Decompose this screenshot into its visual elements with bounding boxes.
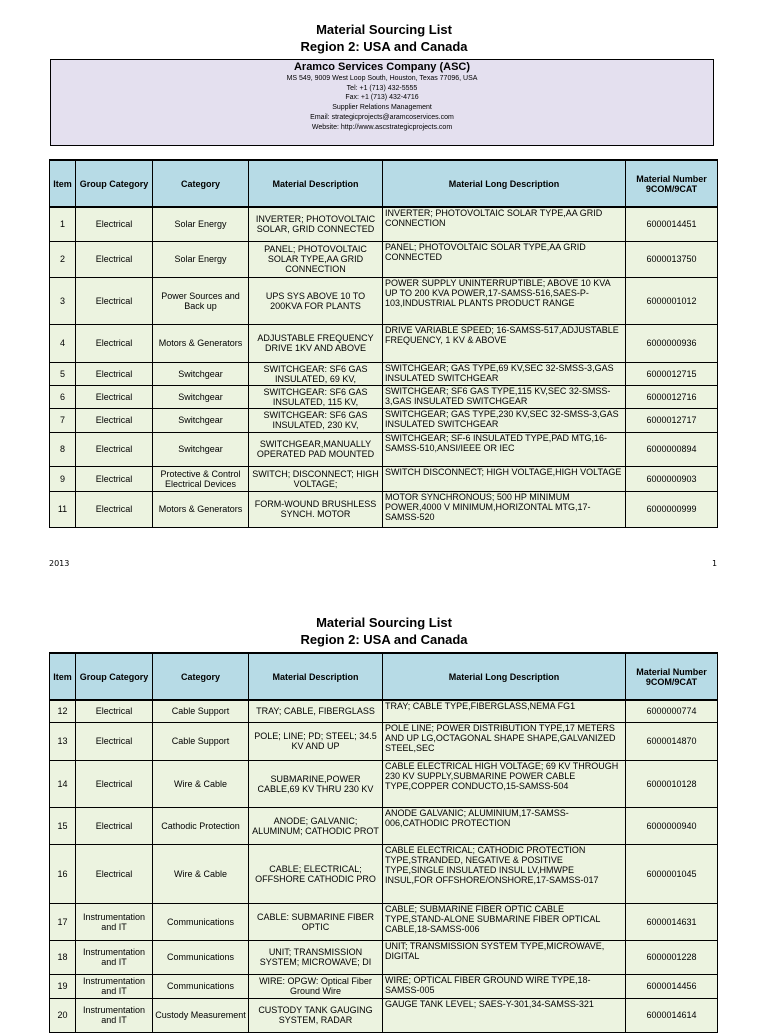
col-header-description: Material Description <box>249 653 383 700</box>
long-description-cell: SWITCH DISCONNECT; HIGH VOLTAGE,HIGH VOLTAGE <box>383 466 626 491</box>
group-category-cell: Electrical <box>76 466 153 491</box>
table-row <box>50 207 718 241</box>
table-row <box>50 491 718 527</box>
item-cell: 7 <box>50 408 76 432</box>
category-cell: Cable Support <box>153 700 249 722</box>
col-header-description: Material Description <box>249 160 383 207</box>
table-row <box>50 241 718 277</box>
category-cell: Switchgear <box>153 362 249 385</box>
material-description-cell: ANODE; GALVANIC; ALUMINUM; CATHODIC PROT <box>249 807 383 844</box>
group-category-cell: Electrical <box>76 207 153 241</box>
material-number-cell: 6000000774 <box>626 700 718 722</box>
item-cell: 9 <box>50 466 76 491</box>
col-header-category: Category <box>153 160 249 207</box>
material-number-cell: 6000012715 <box>626 362 718 385</box>
item-cell: 14 <box>50 760 76 807</box>
col-header-item: Item <box>50 653 76 700</box>
item-cell: 6 <box>50 385 76 408</box>
material-description-cell: UNIT; TRANSMISSION SYSTEM; MICROWAVE; DI <box>249 940 383 974</box>
long-description-cell: SWITCHGEAR; SF-6 INSULATED TYPE,PAD MTG,16-SAMSS-510,ANSI/IEEE OR IEC <box>383 432 626 466</box>
long-description-cell: SWITCHGEAR; GAS TYPE,69 KV,SEC 32-SMSS-3,GAS INSULATED SWITCHGEAR <box>383 362 626 385</box>
long-description-cell: PANEL; PHOTOVOLTAIC SOLAR TYPE,AA GRID CONNECTED <box>383 241 626 277</box>
item-cell: 20 <box>50 998 76 1032</box>
material-number-cell: 6000014614 <box>626 998 718 1032</box>
table-row <box>50 760 718 807</box>
company-dept: Supplier Relations Management <box>332 104 432 112</box>
group-category-cell: Instrumentation and IT <box>76 998 153 1032</box>
material-number-cell: 6000014870 <box>626 722 718 760</box>
item-cell: 18 <box>50 940 76 974</box>
category-cell: Power Sources and Back up <box>153 277 249 324</box>
material-description-cell: UPS SYS ABOVE 10 TO 200KVA FOR PLANTS <box>249 277 383 324</box>
material-description-cell: SUBMARINE,POWER CABLE,69 KV THRU 230 KV <box>249 760 383 807</box>
table-row <box>50 940 718 974</box>
material-description-cell: SWITCH; DISCONNECT; HIGH VOLTAGE; <box>249 466 383 491</box>
category-cell: Protective & Control Electrical Devices <box>153 466 249 491</box>
table-row <box>50 974 718 998</box>
material-number-cell: 6000001045 <box>626 844 718 903</box>
material-description-cell: FORM-WOUND BRUSHLESS SYNCH. MOTOR <box>249 491 383 527</box>
category-cell: Solar Energy <box>153 207 249 241</box>
item-cell: 19 <box>50 974 76 998</box>
long-description-cell: WIRE; OPTICAL FIBER GROUND WIRE TYPE,18-SAMSS-005 <box>383 974 626 998</box>
table-row <box>50 277 718 324</box>
footer-page-number: 1 <box>712 559 718 568</box>
group-category-cell: Electrical <box>76 241 153 277</box>
item-cell: 5 <box>50 362 76 385</box>
material-description-cell: SWITCHGEAR: SF6 GAS INSULATED, 230 KV, <box>249 408 383 432</box>
table-row <box>50 385 718 408</box>
page-subtitle-2: Region 2: USA and Canada <box>300 632 468 647</box>
long-description-cell: CABLE ELECTRICAL; CATHODIC PROTECTION TYPE,STRANDED, NEGATIVE & POSITIVE TYPE,SINGLE INSULATED INSUL LV,HMWPE INSUL,FOR OFFSHORE/ONSHORE,17-SAMSS-017 <box>383 844 626 903</box>
category-cell: Custody Measurement <box>153 998 249 1032</box>
company-address: MS 549, 9009 West Loop South, Houston, Texas 77096, USA <box>286 75 478 82</box>
col-header-long-description: Material Long Description <box>383 160 626 207</box>
item-cell: 2 <box>50 241 76 277</box>
category-cell: Solar Energy <box>153 241 249 277</box>
table-row <box>50 700 718 722</box>
col-header-material-number: Material Number 9COM/9CAT <box>626 160 718 207</box>
sourcing-table-page-1 <box>49 159 718 528</box>
material-description-cell: INVERTER; PHOTOVOLTAIC SOLAR, GRID CONNECTED <box>249 207 383 241</box>
group-category-cell: Electrical <box>76 491 153 527</box>
category-cell: Cathodic Protection <box>153 807 249 844</box>
group-category-cell: Electrical <box>76 362 153 385</box>
group-category-cell: Electrical <box>76 277 153 324</box>
col-header-category: Category <box>153 653 249 700</box>
group-category-cell: Instrumentation and IT <box>76 940 153 974</box>
category-cell: Switchgear <box>153 408 249 432</box>
group-category-cell: Electrical <box>76 844 153 903</box>
group-category-cell: Electrical <box>76 408 153 432</box>
table-row <box>50 844 718 903</box>
group-category-cell: Electrical <box>76 722 153 760</box>
material-description-cell: CUSTODY TANK GAUGING SYSTEM, RADAR <box>249 998 383 1032</box>
material-description-cell: POLE; LINE; PD; STEEL; 34.5 KV AND UP <box>249 722 383 760</box>
table-row <box>50 362 718 385</box>
material-number-cell: 6000000903 <box>626 466 718 491</box>
table-row <box>50 722 718 760</box>
table-row <box>50 408 718 432</box>
material-number-cell: 6000014631 <box>626 903 718 940</box>
long-description-cell: DRIVE VARIABLE SPEED; 16-SAMSS-517,ADJUSTABLE FREQUENCY, 1 KV & ABOVE <box>383 324 626 362</box>
group-category-cell: Electrical <box>76 385 153 408</box>
item-cell: 15 <box>50 807 76 844</box>
company-fax: Fax: +1 (713) 432-4716 <box>345 94 419 102</box>
page-subtitle: Region 2: USA and Canada <box>300 39 468 54</box>
page-title-2: Material Sourcing List <box>316 615 452 630</box>
material-description-cell: WIRE: OPGW: Optical Fiber Ground Wire <box>249 974 383 998</box>
material-number-cell: 6000001228 <box>626 940 718 974</box>
category-cell: Cable Support <box>153 722 249 760</box>
category-cell: Communications <box>153 903 249 940</box>
group-category-cell: Electrical <box>76 760 153 807</box>
table-header-row <box>50 160 718 207</box>
material-number-cell: 6000012716 <box>626 385 718 408</box>
group-category-cell: Electrical <box>76 807 153 844</box>
long-description-cell: INVERTER; PHOTOVOLTAIC SOLAR TYPE,AA GRID CONNECTION <box>383 207 626 241</box>
material-description-cell: PANEL; PHOTOVOLTAIC SOLAR TYPE,AA GRID CONNECTION <box>249 241 383 277</box>
long-description-cell: CABLE ELECTRICAL HIGH VOLTAGE; 69 KV THROUGH 230 KV SUPPLY,SUBMARINE POWER CABLE TYPE,COPPER CONDUCTO,15-SAMSS-504 <box>383 760 626 807</box>
category-cell: Communications <box>153 974 249 998</box>
material-number-cell: 6000000894 <box>626 432 718 466</box>
col-header-material-number: Material Number 9COM/9CAT <box>626 653 718 700</box>
material-description-cell: CABLE; ELECTRICAL; OFFSHORE CATHODIC PRO <box>249 844 383 903</box>
category-cell: Motors & Generators <box>153 324 249 362</box>
material-number-cell: 6000000940 <box>626 807 718 844</box>
contact-box <box>50 59 714 146</box>
long-description-cell: POLE LINE; POWER DISTRIBUTION TYPE,17 METERS AND UP LG,OCTAGONAL SHAPE SHAPE,GALVANIZED STEEL,SEC <box>383 722 626 760</box>
company-tel: Tel: +1 (713) 432-5555 <box>346 84 418 92</box>
col-header-group: Group Category <box>76 653 153 700</box>
material-description-cell: SWITCHGEAR: SF6 GAS INSULATED, 115 KV, <box>249 385 383 408</box>
long-description-cell: GAUGE TANK LEVEL; SAES-Y-301,34-SAMSS-321 <box>383 998 626 1032</box>
company-name: Aramco Services Company (ASC) <box>293 61 471 73</box>
group-category-cell: Electrical <box>76 432 153 466</box>
item-cell: 8 <box>50 432 76 466</box>
long-description-cell: UNIT; TRANSMISSION SYSTEM TYPE,MICROWAVE, DIGITAL <box>383 940 626 974</box>
category-cell: Switchgear <box>153 385 249 408</box>
page-title: Material Sourcing List <box>316 22 452 37</box>
footer-year: 2013 <box>49 559 70 568</box>
material-number-cell: 6000000999 <box>626 491 718 527</box>
material-description-cell: ADJUSTABLE FREQUENCY DRIVE 1KV AND ABOVE <box>249 324 383 362</box>
long-description-cell: SWITCHGEAR; GAS TYPE,230 KV,SEC 32-SMSS-3,GAS INSULATED SWITCHGEAR <box>383 408 626 432</box>
table-row <box>50 998 718 1032</box>
table-row <box>50 432 718 466</box>
group-category-cell: Instrumentation and IT <box>76 903 153 940</box>
material-number-cell: 6000014456 <box>626 974 718 998</box>
group-category-cell: Instrumentation and IT <box>76 974 153 998</box>
material-description-cell: SWITCHGEAR,MANUALLY OPERATED PAD MOUNTED <box>249 432 383 466</box>
material-number-cell: 6000010128 <box>626 760 718 807</box>
material-number-cell: 6000000936 <box>626 324 718 362</box>
category-cell: Wire & Cable <box>153 844 249 903</box>
item-cell: 17 <box>50 903 76 940</box>
long-description-cell: ANODE GALVANIC; ALUMINIUM,17-SAMSS-006,CATHODIC PROTECTION <box>383 807 626 844</box>
item-cell: 11 <box>50 491 76 527</box>
long-description-cell: POWER SUPPLY UNINTERRUPTIBLE; ABOVE 10 KVA UP TO 200 KVA POWER,17-SAMSS-516,SAES-P-103,INDUSTRIAL PLANTS PRODUCT RANGE <box>383 277 626 324</box>
category-cell: Switchgear <box>153 432 249 466</box>
item-cell: 4 <box>50 324 76 362</box>
item-cell: 16 <box>50 844 76 903</box>
company-email: Email: strategicprojects@aramcoservices.com <box>310 113 454 121</box>
item-cell: 1 <box>50 207 76 241</box>
group-category-cell: Electrical <box>76 700 153 722</box>
material-number-cell: 6000001012 <box>626 277 718 324</box>
category-cell: Communications <box>153 940 249 974</box>
category-cell: Wire & Cable <box>153 760 249 807</box>
material-description-cell: CABLE: SUBMARINE FIBER OPTIC <box>249 903 383 940</box>
item-cell: 13 <box>50 722 76 760</box>
material-number-cell: 6000013750 <box>626 241 718 277</box>
sourcing-table-page-2 <box>49 652 718 1033</box>
long-description-cell: TRAY; CABLE TYPE,FIBERGLASS,NEMA FG1 <box>383 700 626 722</box>
table-header-row <box>50 653 718 700</box>
table-row <box>50 324 718 362</box>
material-description-cell: SWITCHGEAR: SF6 GAS INSULATED, 69 KV, <box>249 362 383 385</box>
col-header-item: Item <box>50 160 76 207</box>
category-cell: Motors & Generators <box>153 491 249 527</box>
material-number-cell: 6000014451 <box>626 207 718 241</box>
company-website: Website: http://www.ascstrategicprojects.com <box>311 123 453 131</box>
col-header-long-description: Material Long Description <box>383 653 626 700</box>
long-description-cell: SWITCHGEAR; SF6 GAS TYPE,115 KV,SEC 32-SMSS-3,GAS INSULATED SWITCHGEAR <box>383 385 626 408</box>
long-description-cell: CABLE; SUBMARINE FIBER OPTIC CABLE TYPE,STAND-ALONE SUBMARINE FIBER OPTICAL CABLE,18-SAMSS-006 <box>383 903 626 940</box>
long-description-cell: MOTOR SYNCHRONOUS; 500 HP MINIMUM POWER,4000 V MINIMUM,HORIZONTAL MTG,17-SAMSS-520 <box>383 491 626 527</box>
table-row <box>50 807 718 844</box>
material-description-cell: TRAY; CABLE, FIBERGLASS <box>249 700 383 722</box>
item-cell: 3 <box>50 277 76 324</box>
material-number-cell: 6000012717 <box>626 408 718 432</box>
table-row <box>50 903 718 940</box>
table-row <box>50 466 718 491</box>
item-cell: 12 <box>50 700 76 722</box>
col-header-group: Group Category <box>76 160 153 207</box>
group-category-cell: Electrical <box>76 324 153 362</box>
